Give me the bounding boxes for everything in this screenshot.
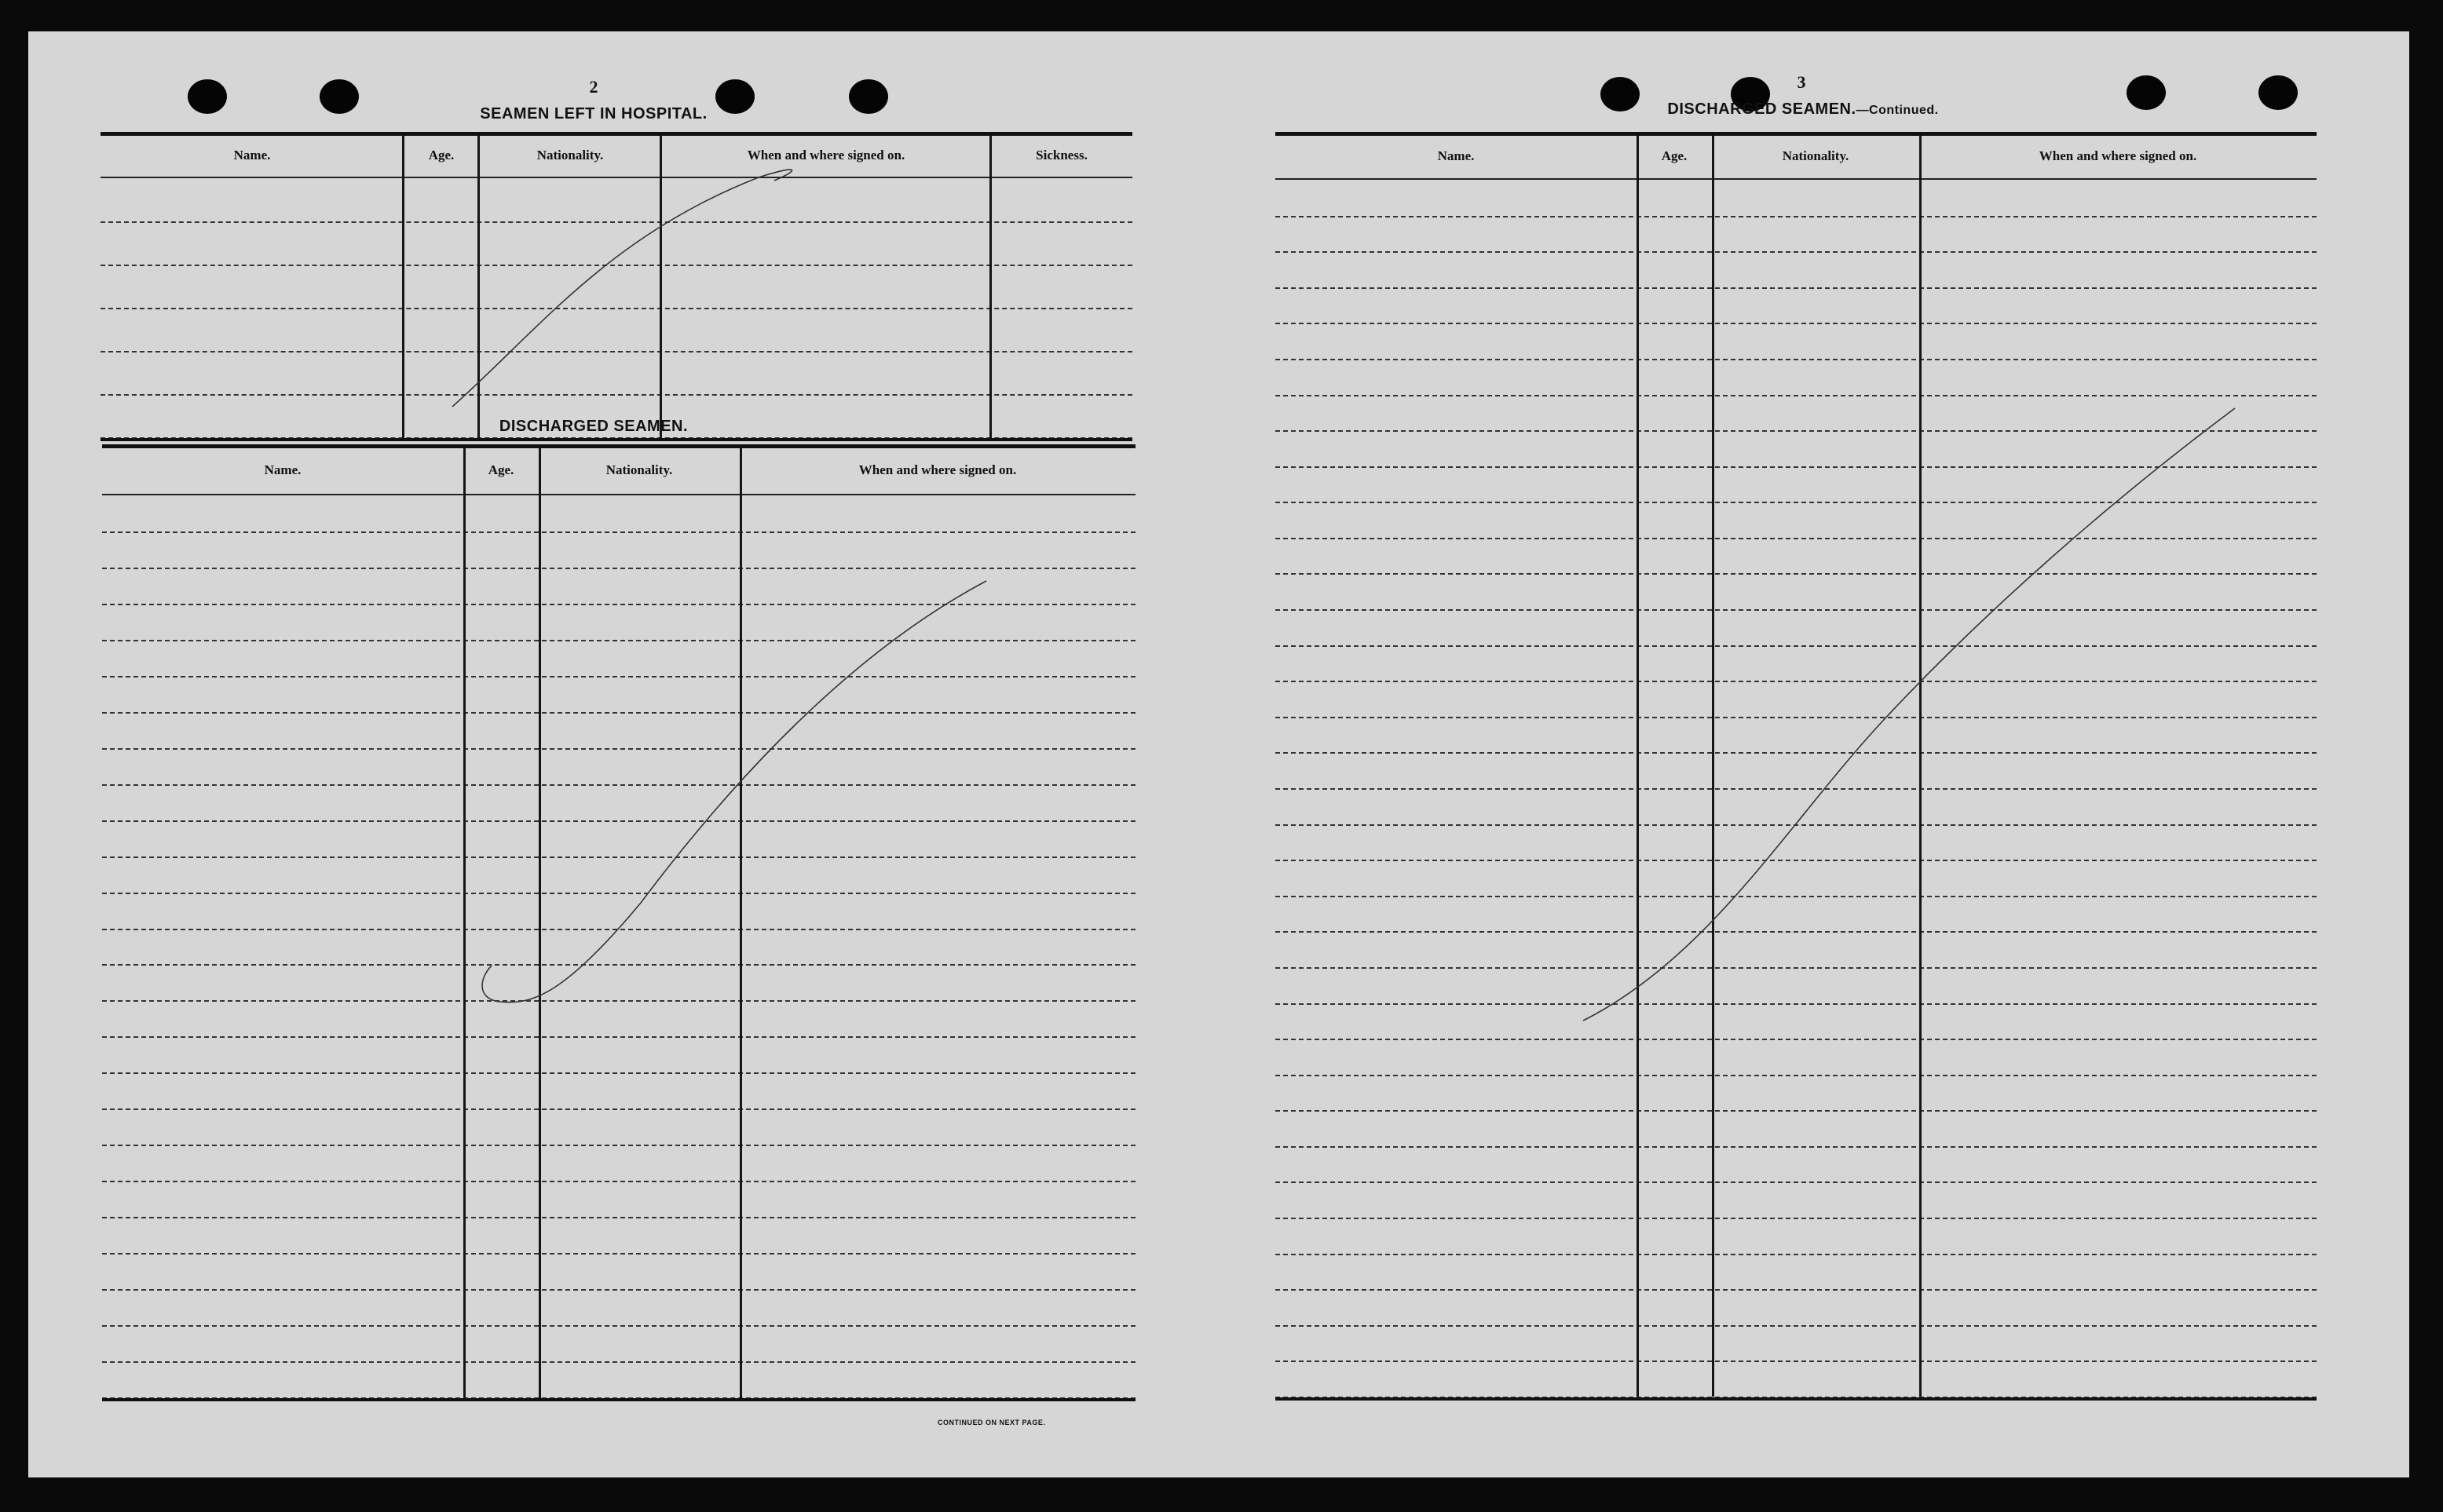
left-page xyxy=(28,31,1206,1477)
continued-note: CONTINUED ON NEXT PAGE. xyxy=(938,1419,1046,1426)
page-number: 2 xyxy=(589,77,598,97)
column-header-name: Name. xyxy=(233,148,271,163)
column-header-nationality: Nationality. xyxy=(605,462,673,477)
column-header-signed-on: When and where signed on. xyxy=(2039,148,2197,163)
section-title-text: DISCHARGED SEAMEN. xyxy=(1667,100,1856,118)
column-header-age: Age. xyxy=(428,148,455,163)
document-sheet xyxy=(28,31,2409,1477)
column-header-nationality: Nationality. xyxy=(536,148,604,163)
column-header-nationality: Nationality. xyxy=(1782,148,1849,163)
discharged-section-title: DISCHARGED SEAMEN. xyxy=(499,418,689,435)
hospital-section-title: SEAMEN LEFT IN HOSPITAL. xyxy=(480,105,708,122)
cancellation-stroke xyxy=(1206,31,2409,1477)
column-header-signed-on: When and where signed on. xyxy=(747,148,905,163)
section-title-suffix: —Continued. xyxy=(1856,104,1939,117)
column-header-sickness: Sickness. xyxy=(1036,148,1088,163)
column-header-name: Name. xyxy=(264,462,302,477)
column-header-name: Name. xyxy=(1437,148,1475,163)
cancellation-stroke xyxy=(28,31,1206,1477)
right-page xyxy=(1206,31,2409,1477)
page-number: 3 xyxy=(1797,72,1806,92)
column-header-age: Age. xyxy=(488,462,514,477)
column-header-age: Age. xyxy=(1661,148,1688,163)
column-header-signed-on: When and where signed on. xyxy=(858,462,1017,477)
